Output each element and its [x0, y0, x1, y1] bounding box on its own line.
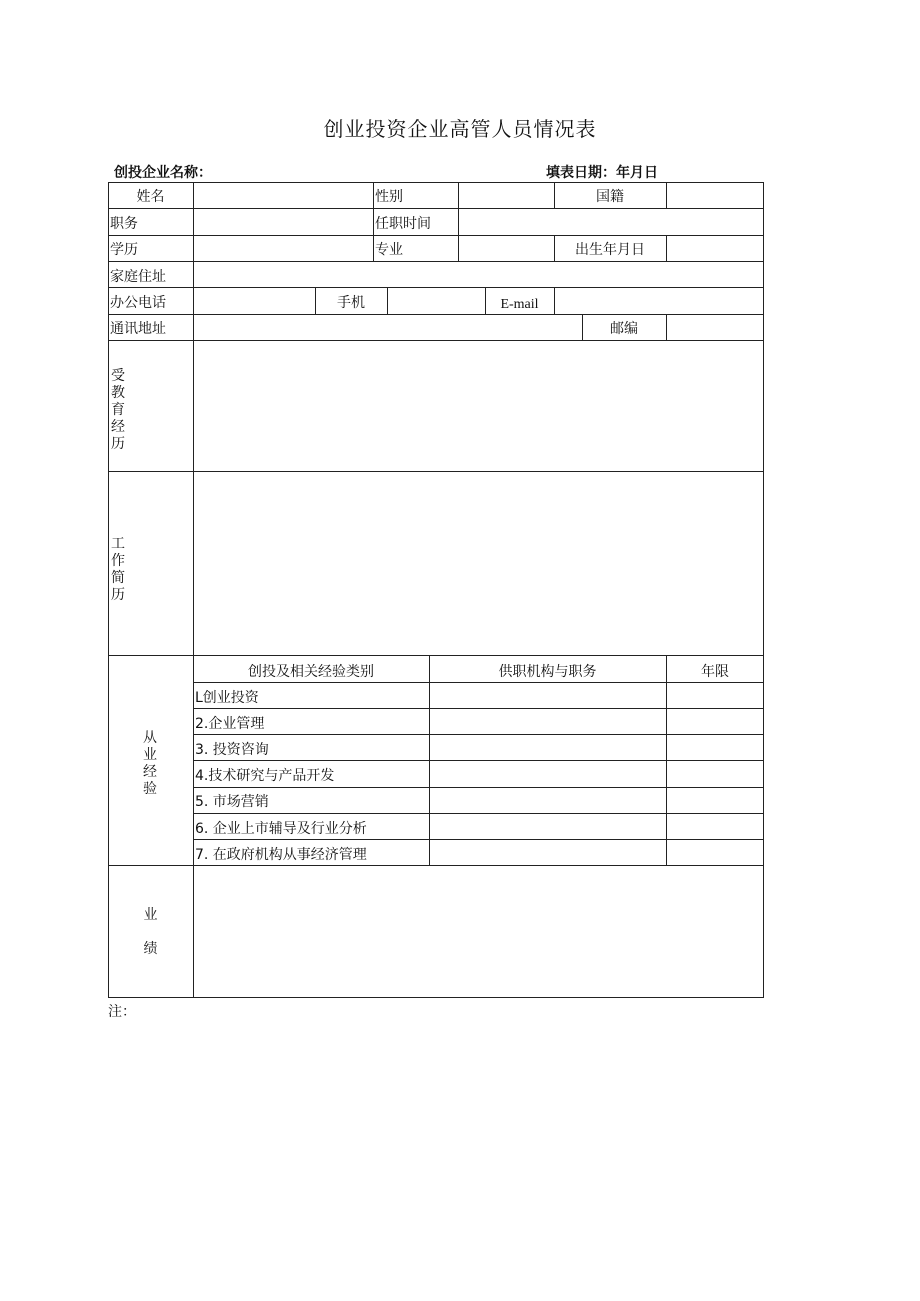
border-left [108, 182, 109, 998]
row-line [108, 261, 764, 262]
row-line [193, 708, 764, 709]
education-history-label: 受教育经历 [111, 368, 125, 452]
experience-row: 2.企业管理 [195, 716, 265, 732]
row-line [193, 734, 764, 735]
experience-label: 从业经验 [143, 730, 157, 797]
experience-row: 6. 企业上市辅导及行业分析 [195, 821, 367, 837]
border-right [763, 182, 764, 998]
col-line [193, 287, 194, 314]
experience-header-category: 创投及相关经验类别 [248, 664, 374, 680]
home-address-label: 家庭住址 [110, 269, 166, 285]
email-label: E-mail [500, 297, 539, 312]
row-line [193, 682, 764, 683]
achievements-label-1: 业 [143, 907, 158, 923]
achievements-label-2: 绩 [143, 941, 158, 957]
col-line [458, 208, 459, 235]
name-label: 姓名 [136, 189, 165, 205]
work-history-label: 工作简历 [111, 536, 125, 603]
row-line [108, 865, 764, 866]
experience-row: 3. 投资咨询 [195, 742, 269, 758]
position-label: 职务 [110, 216, 138, 232]
row-line [108, 208, 764, 209]
col-line [666, 235, 667, 261]
col-line [554, 287, 555, 314]
row-line [108, 340, 764, 341]
row-line [108, 471, 764, 472]
col-line [666, 655, 667, 865]
form-table [108, 182, 764, 998]
education-label: 学历 [110, 242, 138, 258]
form-title: 创业投资企业高管人员情况表 [323, 117, 597, 141]
col-line [373, 182, 374, 208]
tenure-label: 任职时间 [375, 216, 431, 232]
postcode-label: 邮编 [610, 321, 638, 337]
col-line [429, 655, 430, 865]
major-label: 专业 [375, 242, 403, 258]
col-line [193, 208, 194, 235]
mail-address-label: 通讯地址 [110, 321, 166, 337]
row-line [193, 813, 764, 814]
row-line [193, 839, 764, 840]
col-line [193, 235, 194, 261]
col-line [373, 235, 374, 261]
nationality-label: 国籍 [596, 189, 624, 205]
col-line [373, 208, 374, 235]
row-line [193, 787, 764, 788]
col-line [666, 182, 667, 208]
col-line [193, 314, 194, 340]
col-line [458, 182, 459, 208]
company-name-label: 创投企业名称： [114, 165, 212, 181]
fill-date-label: 填表日期：年月日 [546, 165, 658, 181]
col-line [193, 261, 194, 287]
experience-header-organization: 供职机构与职务 [498, 664, 597, 680]
office-phone-label: 办公电话 [110, 295, 166, 311]
col-line [387, 287, 388, 314]
footnote: 注： [108, 1004, 136, 1020]
birth-date-label: 出生年月日 [575, 242, 645, 258]
border-bottom [108, 997, 764, 998]
mobile-label: 手机 [337, 295, 365, 311]
gender-label: 性别 [375, 189, 403, 205]
experience-row: L创业投资 [195, 690, 259, 706]
col-line [666, 314, 667, 340]
col-line [458, 235, 459, 261]
experience-row: 4.技术研究与产品开发 [195, 768, 335, 784]
row-line [108, 287, 764, 288]
experience-row: 7. 在政府机构从事经济管理 [195, 847, 367, 863]
experience-header-years: 年限 [701, 664, 729, 680]
row-line [193, 760, 764, 761]
col-line [193, 182, 194, 208]
experience-row: 5. 市场营销 [195, 794, 269, 810]
